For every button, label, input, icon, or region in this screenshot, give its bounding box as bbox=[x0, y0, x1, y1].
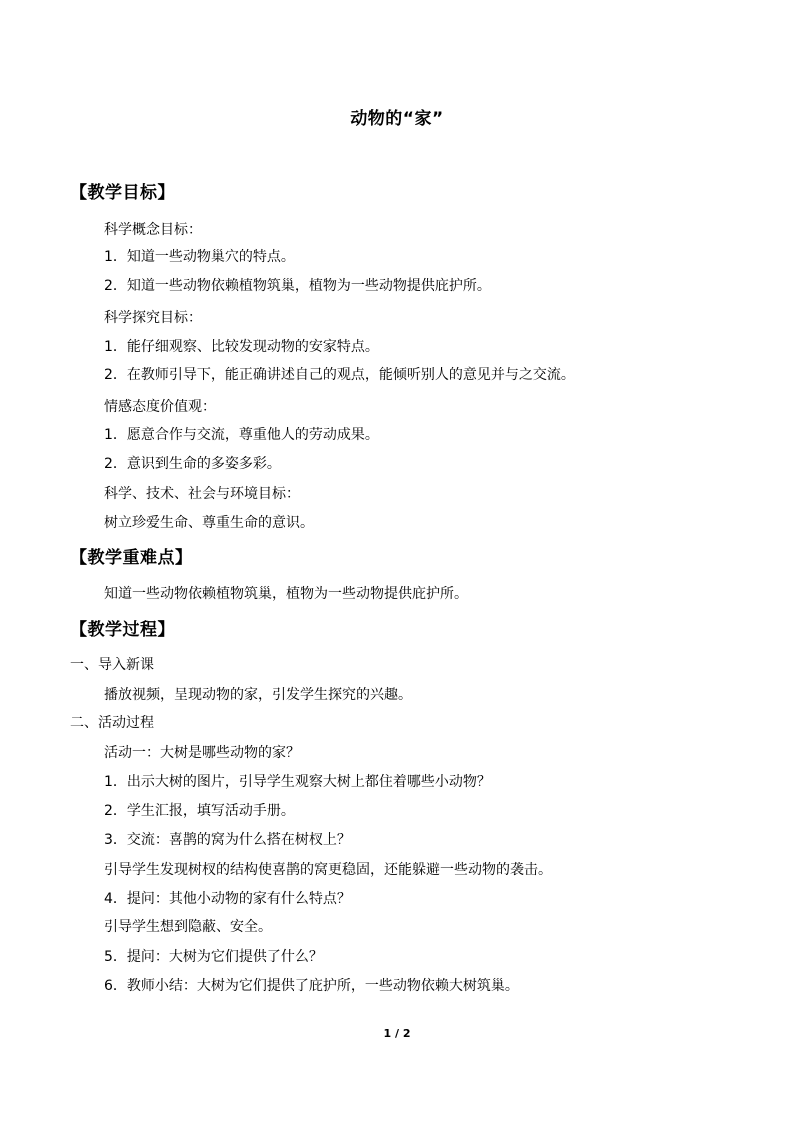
objectives-line: 2．意识到生命的多姿多彩。 bbox=[104, 456, 281, 472]
process-line: 5．提问：大树为它们提供了什么？ bbox=[104, 949, 323, 965]
objectives-line: 2．知道一些动物依赖植物筑巢，植物为一些动物提供庇护所。 bbox=[104, 278, 491, 294]
process-line: 引导学生想到隐蔽、安全。 bbox=[104, 919, 272, 935]
objectives-line: 1．愿意合作与交流，尊重他人的劳动成果。 bbox=[104, 427, 379, 443]
objectives-line: 1．知道一些动物巢穴的特点。 bbox=[104, 249, 295, 265]
objectives-line: 科学、技术、社会与环境目标： bbox=[104, 486, 300, 502]
page-number: 1 / 2 bbox=[383, 1027, 411, 1040]
process-line: 3．交流：喜鹊的窝为什么搭在树杈上？ bbox=[104, 832, 351, 848]
process-part-title: 二、活动过程 bbox=[70, 715, 154, 731]
objectives-line: 情感态度价值观： bbox=[104, 399, 216, 415]
process-line: 活动一：大树是哪些动物的家？ bbox=[104, 745, 300, 761]
document-title: 动物的“家” bbox=[350, 109, 444, 129]
objectives-line: 2．在教师引导下，能正确讲述自己的观点，能倾听别人的意见并与之交流。 bbox=[104, 367, 575, 383]
heading-objectives: 【教学目标】 bbox=[70, 183, 175, 203]
process-line: 1．出示大树的图片，引导学生观察大树上都住着哪些小动物？ bbox=[104, 774, 491, 790]
process-line: 引导学生发现树杈的结构使喜鹊的窝更稳固，还能躲避一些动物的袭击。 bbox=[104, 862, 552, 878]
heading-process: 【教学过程】 bbox=[70, 620, 175, 640]
process-line: 6．教师小结：大树为它们提供了庇护所，一些动物依赖大树筑巢。 bbox=[104, 978, 519, 994]
process-line: 4．提问：其他小动物的家有什么特点？ bbox=[104, 891, 351, 907]
objectives-line: 科学概念目标： bbox=[104, 222, 202, 238]
objectives-line: 树立珍爱生命、尊重生命的意识。 bbox=[104, 515, 314, 531]
process-line: 2．学生汇报，填写活动手册。 bbox=[104, 803, 295, 819]
objectives-line: 科学探究目标： bbox=[104, 310, 202, 326]
process-line: 播放视频，呈现动物的家，引发学生探究的兴趣。 bbox=[104, 687, 412, 703]
key-points-line: 知道一些动物依赖植物筑巢，植物为一些动物提供庇护所。 bbox=[104, 586, 468, 602]
objectives-line: 1．能仔细观察、比较发现动物的安家特点。 bbox=[104, 339, 379, 355]
heading-key-points: 【教学重难点】 bbox=[70, 548, 193, 568]
process-part-title: 一、导入新课 bbox=[70, 657, 154, 673]
